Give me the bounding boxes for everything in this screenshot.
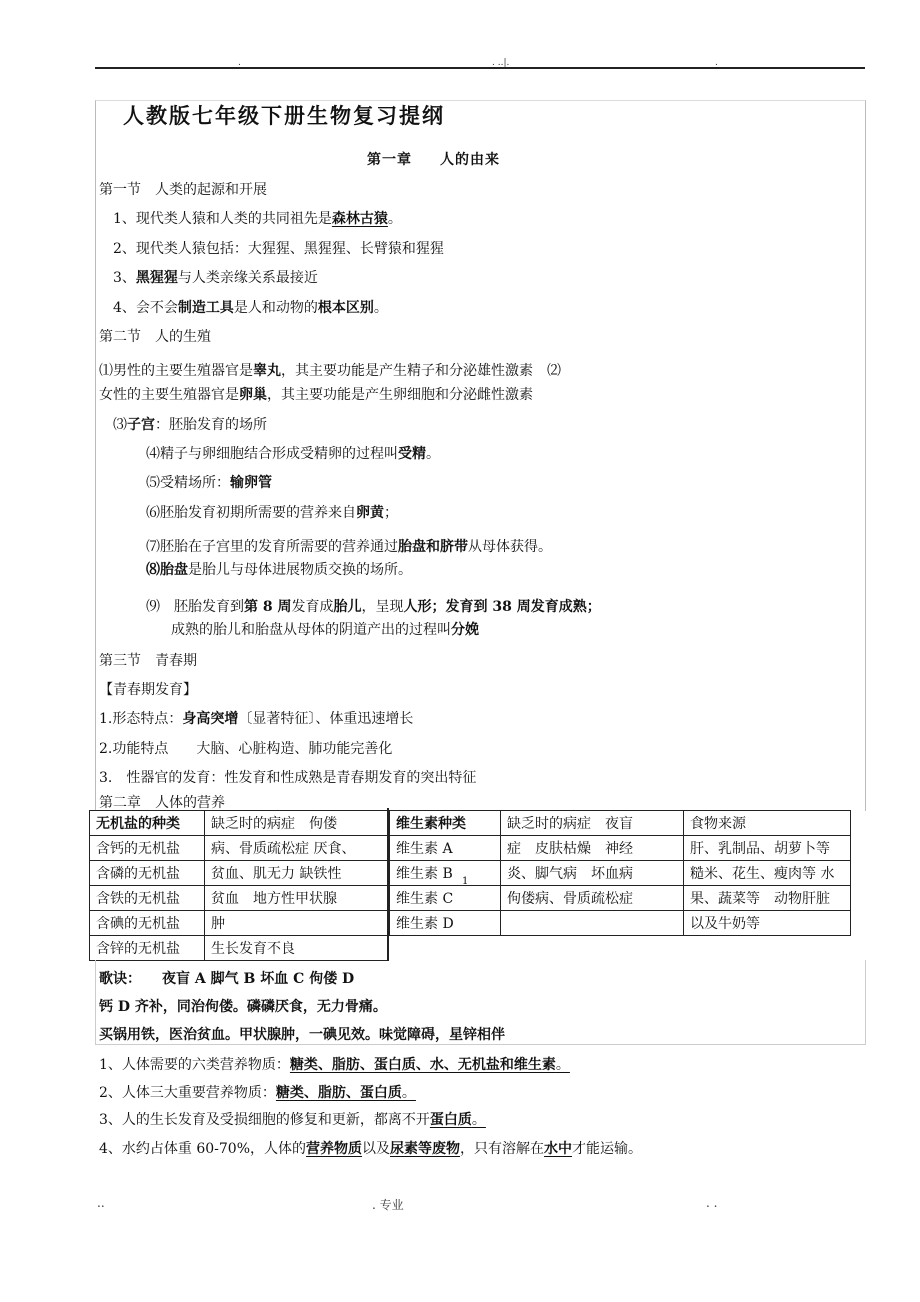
sec2-p3-text: ：胚胎发育的场所 <box>155 417 267 433</box>
sec2-p8-key: 胎盘 <box>160 562 188 578</box>
mineral-cell: 贫血、肌无力 缺铁性 <box>205 861 389 886</box>
sec1-item-3-key: 黑猩猩 <box>135 270 178 286</box>
section3-subheading: 【青春期发育】 <box>99 682 197 698</box>
sec2-p2-text: 女性的主要生殖器官是 <box>99 387 239 403</box>
header-mark-right: . <box>715 58 718 68</box>
sec1-item-1-key: 森林古猿 <box>331 211 388 227</box>
mineral-cell: 生长发育不良 <box>205 936 389 961</box>
sec1-item-4-mid: 是人和动物的 <box>233 300 318 316</box>
nutrition-item-1 <box>99 1054 570 1074</box>
vitamin-cell: 肝、乳制品、胡萝卜等 <box>684 836 851 861</box>
sec2-p9-key3: 人形 <box>403 599 432 615</box>
sec2-p5-text: ⑸受精场所： <box>146 475 230 491</box>
nutrition-item-4 <box>99 1138 642 1158</box>
nutrition-2-end: 。 <box>401 1085 416 1101</box>
sec1-item-3-text: 与人类亲缘关系最接近 <box>177 270 318 286</box>
table-row <box>90 936 389 961</box>
vitamin-cell: 以及牛奶等 <box>684 911 851 936</box>
sec1-item-4-text: 4、会不会 <box>113 300 178 316</box>
mineral-table <box>89 810 389 961</box>
nutrition-3-text: 3、人的生长发育及受损细胞的修复和更新，都离不开 <box>99 1112 430 1128</box>
vitamin-cell: 炎、脚气病 坏血病 <box>501 861 684 886</box>
mineral-header-symptom: 缺乏时的病症 佝偻 <box>205 811 389 836</box>
sec2-p10-key: 分娩 <box>451 622 479 638</box>
table-row <box>390 911 851 936</box>
stray-mark: 1 <box>462 876 469 887</box>
sec2-p1-end: ，其主要功能是产生精子和分泌雄性激素 ⑵ <box>281 363 561 379</box>
nutrition-1-key: 糖类、脂肪、蛋白质、水、无机盐和维生素 <box>289 1057 556 1073</box>
sec3-l1-key: 身高突增 <box>182 711 239 727</box>
sec2-para-3 <box>113 414 267 434</box>
mineral-cell: 含碘的无机盐 <box>90 911 205 936</box>
vitamin-cell: 维生素 A <box>390 836 501 861</box>
mineral-cell: 病、骨质疏松症 厌食、 <box>205 836 389 861</box>
nutrition-2-text: 2、人体三大重要营养物质： <box>99 1085 276 1101</box>
sec2-para-4 <box>146 443 440 463</box>
sec2-p2-end: ，其主要功能是产生卵细胞和分泌雌性激素 <box>267 387 533 403</box>
vitamin-cell: 维生素 C <box>390 886 501 911</box>
chapter1-label: 第一章 <box>367 152 412 168</box>
table-row <box>390 886 851 911</box>
section1-heading: 第一节 人类的起源和开展 <box>99 182 267 198</box>
sec3-line-1 <box>99 708 413 728</box>
vitamin-header-type: 维生素种类 <box>390 811 501 836</box>
header-mark-center: . ..|. <box>492 58 510 68</box>
sec2-p6-text: ⑹胚胎发育初期所需要的营养来自 <box>146 505 356 521</box>
sec2-p2-key: 卵巢 <box>239 387 267 403</box>
nutrition-4-key2: 尿素等废物 <box>390 1141 461 1157</box>
table-row <box>390 861 851 886</box>
sec2-para-2 <box>99 384 533 404</box>
table-divider <box>387 808 389 960</box>
nutrition-4-key: 营养物质 <box>306 1141 363 1157</box>
mineral-cell: 含锌的无机盐 <box>90 936 205 961</box>
mineral-cell: 贫血 地方性甲状腺 <box>205 886 389 911</box>
table-row <box>90 811 389 836</box>
sec2-p9-text: ⑼ 胚胎发育到 <box>146 599 244 615</box>
nutrition-4-mid: 以及 <box>362 1141 391 1157</box>
sec1-item-3 <box>113 267 318 287</box>
chapter1-heading <box>367 149 500 169</box>
table-row <box>90 911 389 936</box>
sec1-item-4-end: 。 <box>373 300 388 316</box>
sec1-item-4-key: 制造工具 <box>177 300 234 316</box>
sec2-para-10 <box>171 619 479 639</box>
nutrition-4-text: 4、水约占体重 60-70%，人体的 <box>99 1141 307 1157</box>
section2-heading: 第二节 人的生殖 <box>99 329 211 345</box>
nutrition-item-3 <box>99 1109 486 1129</box>
sec3-l1-label: 1.形态特点： <box>99 711 183 727</box>
vitamin-header-source: 食物来源 <box>684 811 851 836</box>
table-row <box>90 836 389 861</box>
motto-line-2: 钙 D 齐补，同治佝偻。磷磷厌食，无力骨痛。 <box>99 999 387 1015</box>
sec2-p6-end: ； <box>384 505 398 521</box>
sec2-p9-mid: 发育成 <box>291 599 334 615</box>
footer-center: . 专业 <box>372 1198 404 1212</box>
vitamin-cell: 维生素 D <box>390 911 501 936</box>
footer-left: .. <box>97 1196 105 1210</box>
nutrition-4-end: 才能运输。 <box>572 1141 643 1157</box>
sec3-line-3: 3. 性器官的发育：性发育和性成熟是青春期发育的突出特征 <box>99 770 477 786</box>
sec2-para-1 <box>99 360 561 380</box>
sec3-line-2: 2.功能特点 大脑、心脏构造、肺功能完善化 <box>99 741 393 757</box>
nutrition-3-end: 。 <box>471 1112 486 1128</box>
sec2-p4-text: ⑷精子与卵细胞结合形成受精卵的过程叫 <box>146 446 398 462</box>
nutrition-1-text: 1、人体需要的六类营养物质： <box>99 1057 290 1073</box>
section3-heading: 第三节 青春期 <box>99 653 197 669</box>
sec2-p9-mid2: ，呈现 <box>361 599 404 615</box>
mineral-cell: 肿 <box>205 911 389 936</box>
sec2-p7-key: 胎盘和脐带 <box>398 539 468 555</box>
sec2-para-7 <box>146 536 552 556</box>
sec1-item-3-num: 3、 <box>113 270 136 286</box>
header-rule <box>95 67 865 69</box>
chapter2-heading: 第二章 人体的营养 <box>99 795 225 811</box>
table-row <box>90 861 389 886</box>
motto-label: 歌诀： <box>99 971 134 987</box>
nutrition-3-key: 蛋白质 <box>429 1112 472 1128</box>
sec2-p6-key: 卵黄 <box>356 505 384 521</box>
sec2-para-5 <box>146 472 272 492</box>
mineral-cell: 含钙的无机盐 <box>90 836 205 861</box>
sec1-item-4-key2: 根本区别 <box>317 300 374 316</box>
mineral-cell: 含磷的无机盐 <box>90 861 205 886</box>
chapter1-name: 人的由来 <box>440 152 500 168</box>
sec2-p5-key: 输卵管 <box>230 475 272 491</box>
sec2-p8-text: 是胎儿与母体进展物质交换的场所。 <box>188 562 412 578</box>
sec2-p8-num: ⑻ <box>146 562 160 578</box>
nutrition-1-end: 。 <box>555 1057 570 1073</box>
document-title: 人教版七年级下册生物复习提纲 <box>123 103 445 128</box>
sec2-p4-end: 。 <box>426 446 440 462</box>
vitamin-cell: 佝偻病、骨质疏松症 <box>501 886 684 911</box>
sec2-p7-end: 从母体获得。 <box>468 539 552 555</box>
vitamin-cell: 维生素 B <box>390 861 501 886</box>
sec2-p9-key2: 胎儿 <box>333 599 362 615</box>
vitamin-header-symptom: 缺乏时的病症 夜盲 <box>501 811 684 836</box>
sec1-item-1-end: 。 <box>387 211 402 227</box>
vitamin-cell: 症 皮肤枯燥 神经 <box>501 836 684 861</box>
sec1-item-1-text: 1、现代类人猿和人类的共同祖先是 <box>113 211 332 227</box>
sec2-para-9 <box>146 596 601 616</box>
sec2-p9-end: ；发育到 38 周发育成熟； <box>431 599 601 615</box>
mineral-cell: 含铁的无机盐 <box>90 886 205 911</box>
table-row <box>90 886 389 911</box>
mineral-header-type: 无机盐的种类 <box>90 811 205 836</box>
vitamin-cell <box>501 911 684 936</box>
sec3-l1-text: 〔显著特征〕、体重迅速增长 <box>238 711 414 727</box>
sec1-item-1 <box>113 208 402 228</box>
motto-line-3: 买锅用铁，医治贫血。甲状腺肿，一碘见效。味觉障碍，星锌相伴 <box>99 1027 505 1043</box>
vitamin-table <box>389 810 851 936</box>
header-mark-left: . <box>238 58 241 68</box>
motto-l1-text: 夜盲 A 脚气 B 坏血 C 佝偻 D <box>134 971 355 987</box>
table-row <box>390 811 851 836</box>
sec2-p7-text: ⑺胚胎在子宫里的发育所需要的营养通过 <box>146 539 398 555</box>
sec2-p3-num: ⑶ <box>113 417 127 433</box>
footer-right: . . <box>706 1196 718 1210</box>
nutrition-item-2 <box>99 1082 416 1102</box>
sec1-item-4 <box>113 297 388 317</box>
sec2-p1-text: ⑴男性的主要生殖器官是 <box>99 363 253 379</box>
vitamin-cell: 果、蔬菜等 动物肝脏 <box>684 886 851 911</box>
table-row <box>390 836 851 861</box>
vitamin-cell: 糙米、花生、瘦肉等 水 <box>684 861 851 886</box>
sec2-p4-key: 受精 <box>398 446 426 462</box>
sec2-p3-key: 子宫 <box>127 417 155 433</box>
motto-line-1 <box>99 968 354 988</box>
sec2-p10-text: 成熟的胎儿和胎盘从母体的阴道产出的过程叫 <box>171 622 451 638</box>
sec1-item-2: 2、现代类人猿包括：大猩猩、黑猩猩、长臂猿和猩猩 <box>113 241 444 257</box>
sec2-para-8 <box>146 559 412 579</box>
sec2-para-6 <box>146 502 398 522</box>
sec2-p1-key: 睾丸 <box>253 363 281 379</box>
sec2-p9-key: 第 8 周 <box>244 599 292 615</box>
nutrition-4-mid2: ，只有溶解在 <box>460 1141 545 1157</box>
nutrition-4-key3: 水中 <box>544 1141 573 1157</box>
nutrition-2-key: 糖类、脂肪、蛋白质 <box>275 1085 402 1101</box>
